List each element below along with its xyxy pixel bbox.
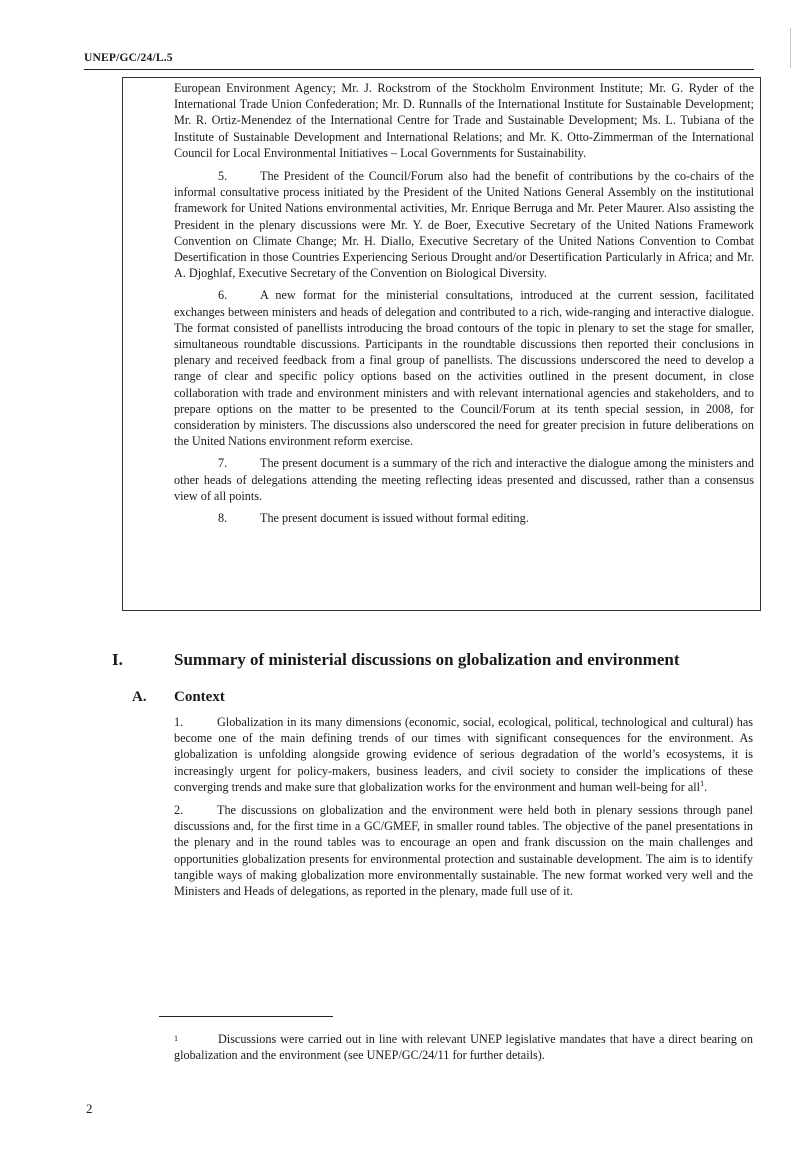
header-rule [84, 69, 754, 70]
box-paragraph-8 [174, 510, 754, 526]
paragraph-number: 5. [218, 169, 228, 184]
section-title: Context [174, 689, 225, 705]
paragraph-text: The President of the Council/Forum also had the benefit of contributions by the co-chairs of the informal consultative process initiated by the President of the United Nations General Assembly on the institutional framework for United Nations environmental activities, Mr. Enrique Berruga and Mr. Peter Maurer. Also assisting the President in the plenary discussions were Mr. Y. de Boer, Executive Secretary of the United Nations Framework Convention on Climate Change; Mr. H. Diallo, Executive Secretary of the United Nations Convention to Combat Desertification in those Countries Experiencing Serious Drought and/or Desertification Particularly in Africa; and Mr. A. Djoghlaf, Executive Secretary of the Convention on Biological Diversity. [174, 169, 754, 281]
body-text [174, 714, 753, 906]
paragraph-text: The discussions on globalization and the environment were held both in plenary sessions through panel discussions and, for the first time in a GC/GMEF, in smaller round tables. The objective of the panel presentations in the plenary and in the round tables was to encourage an open and frank discussion on the main challenges and opportunities globalization presents for environmental protection and sustainable development. The aim is to identify tangible ways of making globalization more environmentally sustainable. The new format worked very well and the Ministers and Heads of delegations, as reported in the plenary, made full use of it. [174, 803, 753, 899]
chapter-number: I. [112, 650, 123, 669]
paragraph-number: 2. [174, 803, 184, 818]
body-paragraph-1 [174, 714, 753, 795]
chapter-title: Summary of ministerial discussions on globalization and environment [174, 650, 680, 669]
page-number: 2 [86, 1101, 93, 1116]
paragraph-number: 8. [218, 511, 228, 526]
footnote [174, 1031, 753, 1063]
footnote-text: Discussions were carried out in line with relevant UNEP legislative mandates that have a direct bearing on globalization and the environment (see UNEP/GC/24/11 for further details). [174, 1032, 753, 1063]
paragraph-number: 7. [218, 456, 228, 471]
footnote-mark: 1 [174, 1034, 178, 1043]
box-paragraph-6 [174, 287, 754, 449]
boxed-text [174, 80, 754, 532]
paragraph-end: . [704, 779, 708, 794]
paragraph-text: The present document is a summary of the rich and interactive the dialogue among the ministers and other heads of delegations attending the meeting reflecting ideas presented and discussed, rather than a consensus view of all points. [174, 456, 754, 503]
box-paragraph-5 [174, 168, 754, 281]
scan-edge-mark [790, 28, 791, 68]
paragraph-number: 1. [174, 715, 184, 729]
paragraph-text: Globalization in its many dimensions (economic, social, ecological, political, technological and cultural) has become one of the main defining trends of our times with significant consequences for the environment. As globalization is unfolding alongside growing evidence of serious degradation of the world’s ecosystems, it is increasingly urgent for policy-makers, business leaders, and civil society to consider the implications of these converging trends and make sure that globalization works for the environment and human well-being for all [174, 715, 753, 794]
section-letter: A. [132, 689, 147, 705]
box-paragraph-7 [174, 455, 754, 504]
paragraph-number: 6. [218, 288, 228, 303]
footnote-reference[interactable]: 1 [700, 778, 705, 788]
document-symbol: UNEP/GC/24/L.5 [84, 52, 173, 64]
paragraph-text: The present document is issued without formal editing. [260, 511, 529, 526]
footnote-rule [159, 1016, 333, 1017]
body-paragraph-2 [174, 802, 753, 899]
paragraph-text: A new format for the ministerial consultations, introduced at the current session, facilitated exchanges between ministers and heads of delegation and contributed to a rich, wide-ranging and interactive dialogue. The format consisted of panellists introducing the broad contours of the topic in plenary to set the stage for smaller, simultaneous roundtable discussions. Participants in the roundtable discussions then reported their conclusions in plenary and received feedback from a final group of panellists. The discussions underscored the need to develop a range of clear and specific policy options based on the activities outlined in the present document, in close collaboration with trade and environment ministers and with relevant international agencies and stakeholders, and to prepare options on the matter to be presented to the Council/Forum at its tenth special session, in 2008, for consideration by ministers. The discussions also underscored the need for greater precision in future deliberations on the United Nations environment reform exercise. [174, 288, 754, 449]
box-intro-paragraph: European Environment Agency; Mr. J. Rockstrom of the Stockholm Environment Institute; Mr. G. Ryder of the International Trade Union Confederation; Mr. D. Runnalls of the International Institute for Sustainable Development; Mr. R. Ortiz-Menendez of the International Centre for Trade and Sustainable Development; Ms. L. Tubiana of the Institute of Sustainable Development and International Relations; and Mr. K. Otto-Zimmerman of the International Council for Local Environmental Initiatives – Local Governments for Sustainability. [174, 81, 754, 160]
